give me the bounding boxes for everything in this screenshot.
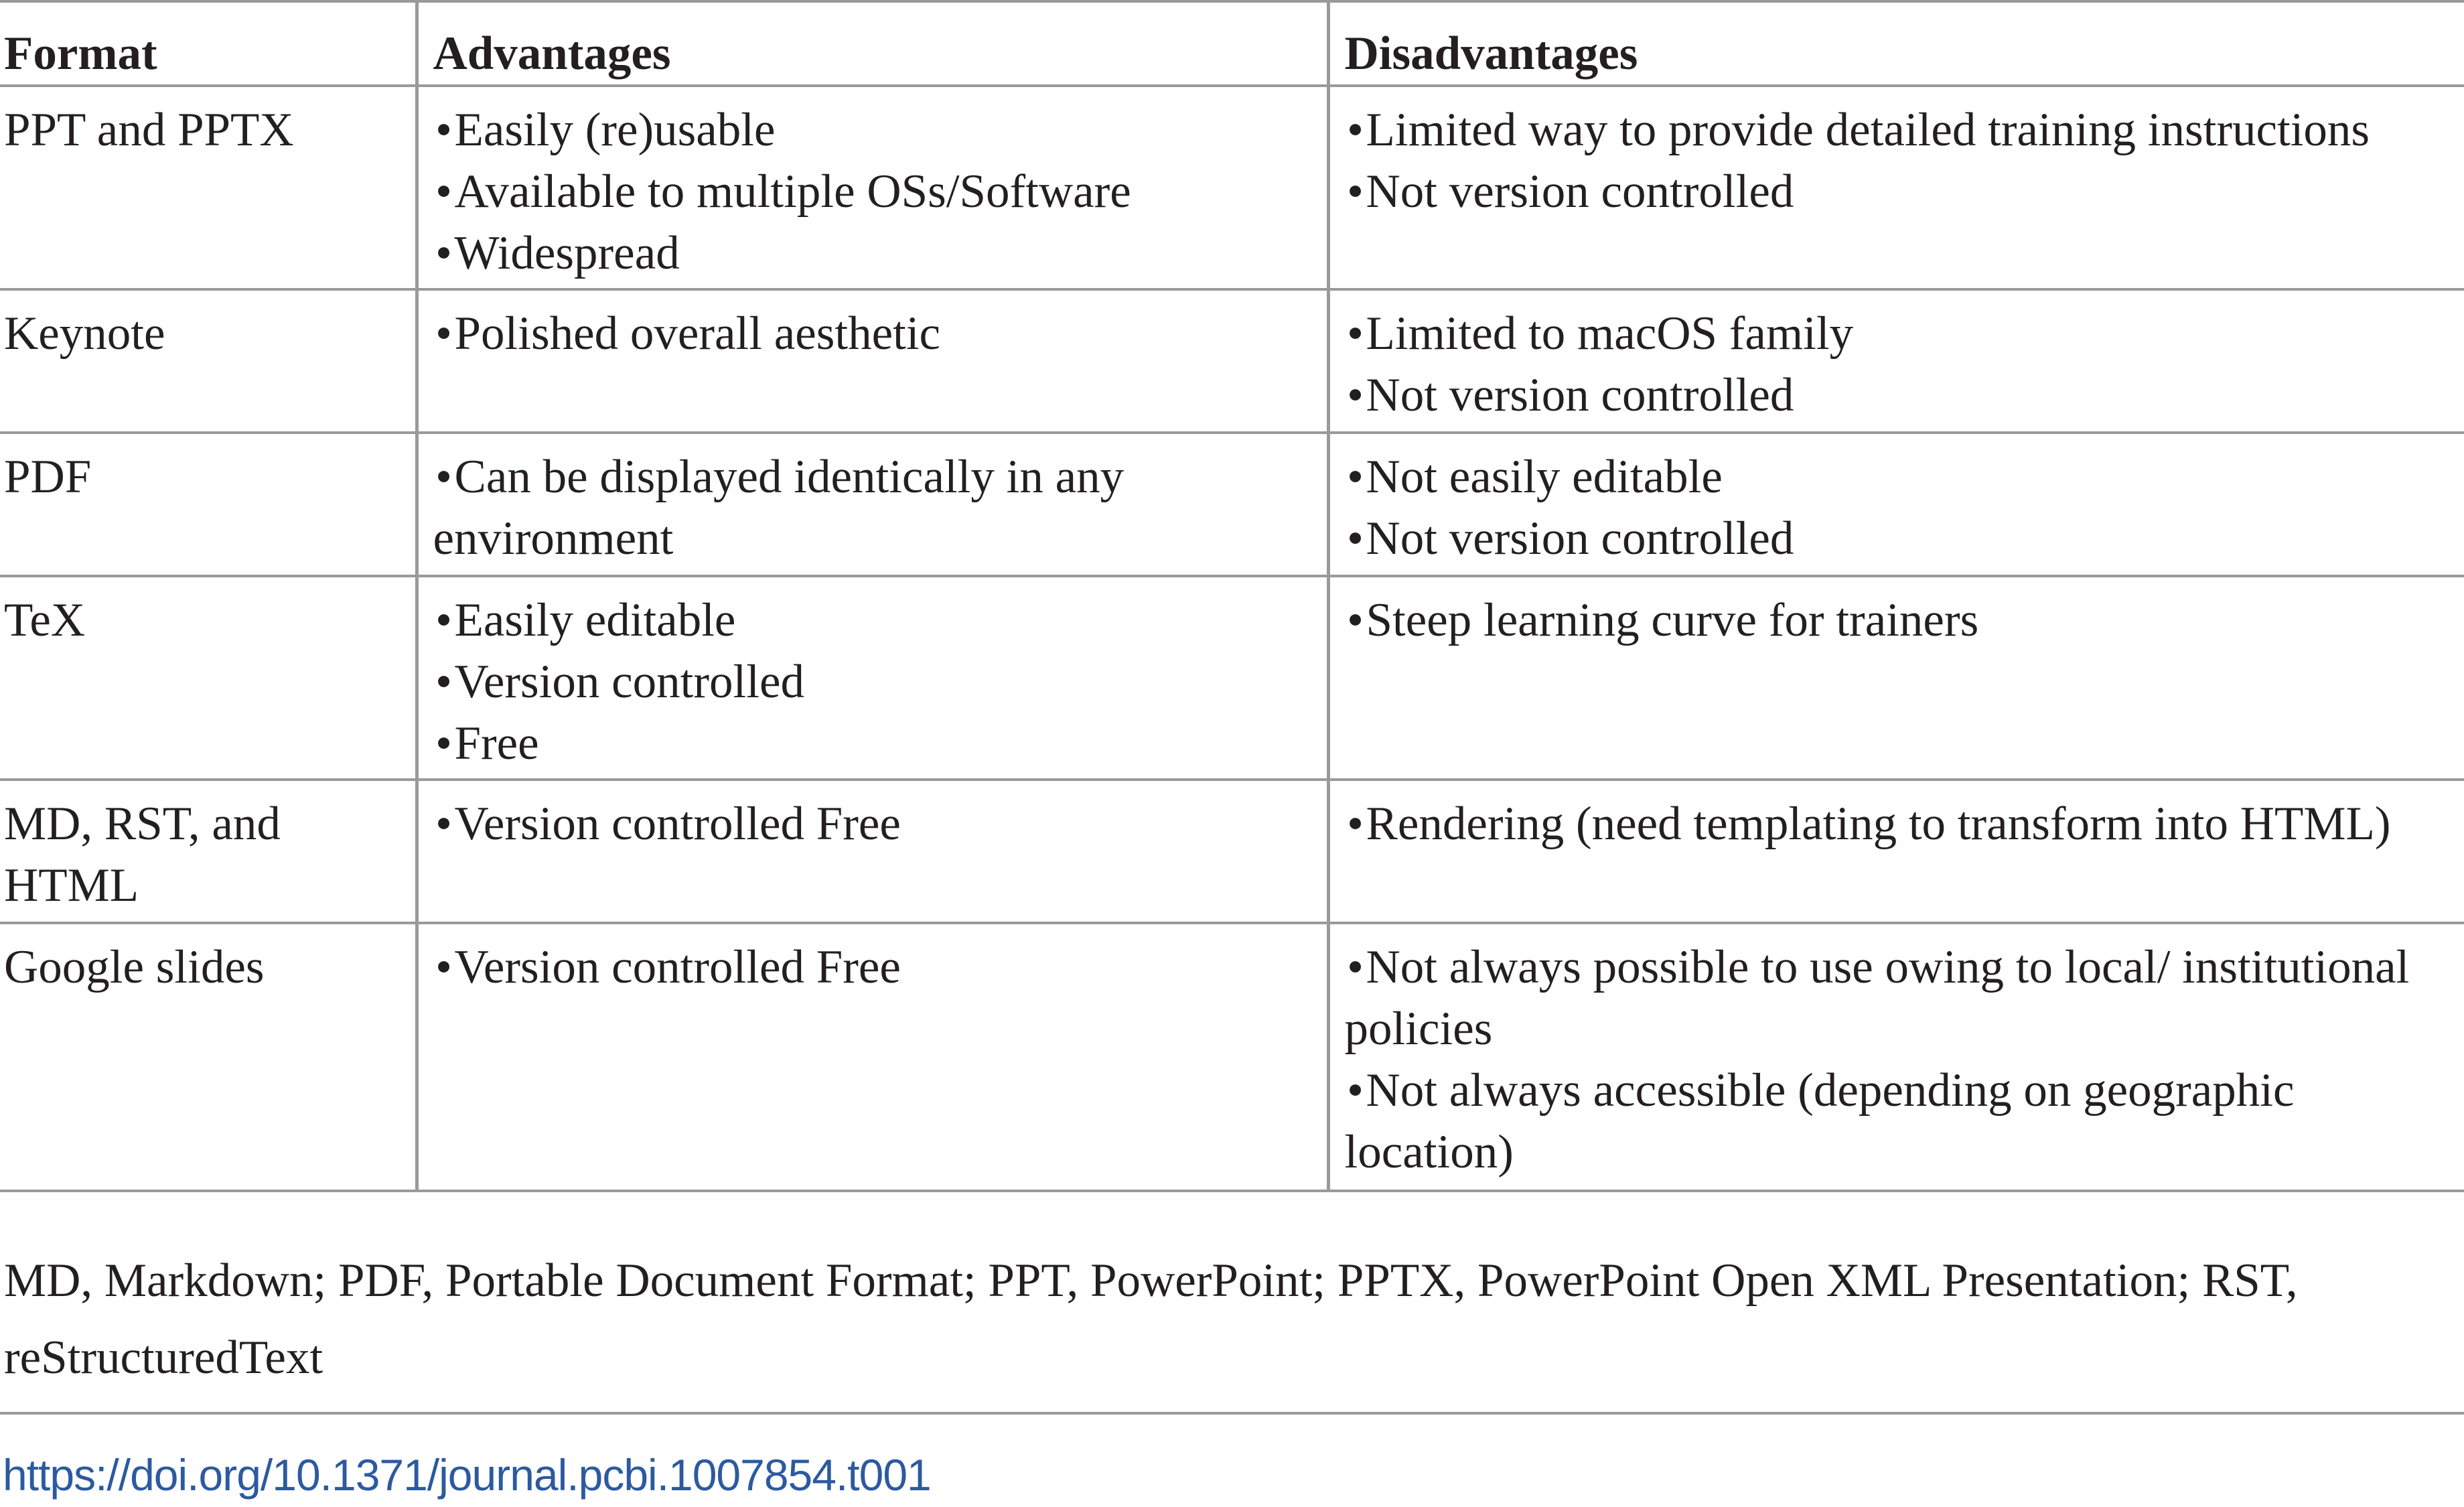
disadvantage-text: Limited way to provide detailed training instructions [1366, 104, 2370, 156]
advantage-item [433, 303, 1327, 364]
bullet-icon: • [1347, 165, 1364, 218]
advantage-text: Version controlled Free [454, 941, 901, 993]
cell-format [0, 576, 417, 780]
advantage-item [433, 793, 1327, 855]
table-row [0, 433, 2464, 576]
bullet-icon: • [435, 451, 452, 503]
advantage-text: Easily (re)usable [454, 104, 776, 156]
cell-advantages [417, 433, 1328, 576]
bullet-icon: • [1347, 307, 1364, 360]
doi-link[interactable]: https://doi.org/10.1371/journal.pcbi.1007854.t001 [3, 1450, 931, 1500]
disadvantage-text: Not version controlled [1366, 512, 1794, 565]
format-name: Google slides [4, 941, 265, 993]
format-name: Keynote [4, 307, 165, 360]
cell-format [0, 780, 417, 923]
cell-disadvantages [1328, 576, 2464, 780]
cell-disadvantages [1328, 86, 2464, 289]
table-header-row [0, 1, 2464, 86]
cell-format [0, 923, 417, 1191]
bullet-icon: • [435, 594, 452, 646]
cell-disadvantages [1328, 433, 2464, 576]
cell-disadvantages [1328, 289, 2464, 433]
advantage-text: Easily editable [454, 594, 736, 646]
bullet-icon: • [1347, 369, 1364, 421]
cell-disadvantages [1328, 780, 2464, 923]
disadvantage-text: Not version controlled [1366, 165, 1794, 218]
cell-format [0, 433, 417, 576]
disadvantage-item [1345, 589, 2464, 651]
advantage-text: Version controlled Free [454, 798, 901, 850]
bullet-icon: • [1347, 451, 1364, 503]
advantage-item [433, 222, 1327, 284]
advantage-item [433, 446, 1327, 569]
table-row [0, 780, 2464, 923]
bullet-icon: • [435, 104, 452, 156]
cell-advantages [417, 923, 1328, 1191]
disadvantage-item [1345, 364, 2464, 426]
disadvantage-item [1345, 936, 2464, 1060]
bullet-icon: • [435, 656, 452, 708]
advantage-item [433, 713, 1327, 774]
bullet-icon: • [435, 798, 452, 850]
disadvantage-text: Not easily editable [1366, 451, 1723, 503]
bullet-icon: • [1347, 1064, 1364, 1117]
advantage-item [433, 99, 1327, 161]
cell-advantages [417, 576, 1328, 780]
disadvantage-text: Not always accessible (depending on geographic location) [1344, 1064, 2295, 1178]
bullet-icon: • [1347, 594, 1364, 646]
cell-format [0, 86, 417, 289]
bullet-icon: • [435, 307, 452, 360]
table-row [0, 289, 2464, 433]
cell-advantages [417, 780, 1328, 923]
disadvantage-text: Rendering (need templating to transform into HTML) [1366, 798, 2391, 850]
table-row [0, 86, 2464, 289]
disadvantage-text: Not version controlled [1366, 369, 1794, 421]
format-name: TeX [4, 594, 86, 646]
disadvantage-item [1345, 161, 2464, 222]
advantage-item [433, 161, 1327, 222]
advantage-text: Widespread [454, 227, 680, 279]
advantage-text: Available to multiple OSs/Software [454, 165, 1131, 218]
bullet-icon: • [1347, 104, 1364, 156]
cell-disadvantages [1328, 923, 2464, 1191]
bullet-icon: • [1347, 512, 1364, 565]
disadvantage-text: Not always possible to use owing to local/ institutional policies [1344, 941, 2410, 1055]
disadvantage-text: Limited to macOS family [1366, 307, 1854, 360]
disadvantage-text: Steep learning curve for trainers [1366, 594, 1979, 646]
bullet-icon: • [1347, 941, 1364, 993]
table-row [0, 923, 2464, 1191]
header-advantages: Advantages [417, 1, 1328, 86]
disadvantage-item [1345, 1060, 2464, 1183]
format-name: PPT and PPTX [4, 104, 294, 156]
advantage-item [433, 936, 1327, 998]
advantage-item [433, 589, 1327, 651]
disadvantage-item [1345, 508, 2464, 569]
bullet-icon: • [435, 165, 452, 218]
bullet-icon: • [435, 227, 452, 279]
advantage-item [433, 651, 1327, 713]
bullet-icon: • [435, 717, 452, 770]
disadvantage-item [1345, 446, 2464, 508]
advantage-text: Can be displayed identically in any environment [433, 451, 1125, 565]
table-row [0, 576, 2464, 780]
format-name: PDF [4, 451, 92, 503]
table-footnote: MD, Markdown; PDF, Portable Document Format; PPT, PowerPoint; PPTX, PowerPoint Open XML Presentation; RST, reStructuredText [4, 1254, 2298, 1384]
format-name: MD, RST, and HTML [4, 798, 281, 912]
cell-advantages [417, 86, 1328, 289]
bullet-icon: • [435, 941, 452, 993]
table-body [0, 86, 2464, 1191]
advantage-text: Free [454, 717, 539, 770]
cell-advantages [417, 289, 1328, 433]
header-disadvantages: Disadvantages [1328, 1, 2464, 86]
advantage-text: Version controlled [454, 656, 805, 708]
advantage-text: Polished overall aesthetic [454, 307, 941, 360]
bullet-icon: • [1347, 798, 1364, 850]
header-format: Format [0, 1, 417, 86]
cell-format [0, 289, 417, 433]
disadvantage-item [1345, 303, 2464, 364]
disadvantage-item [1345, 99, 2464, 161]
footer-rule [0, 1412, 2464, 1415]
disadvantage-item [1345, 793, 2464, 855]
